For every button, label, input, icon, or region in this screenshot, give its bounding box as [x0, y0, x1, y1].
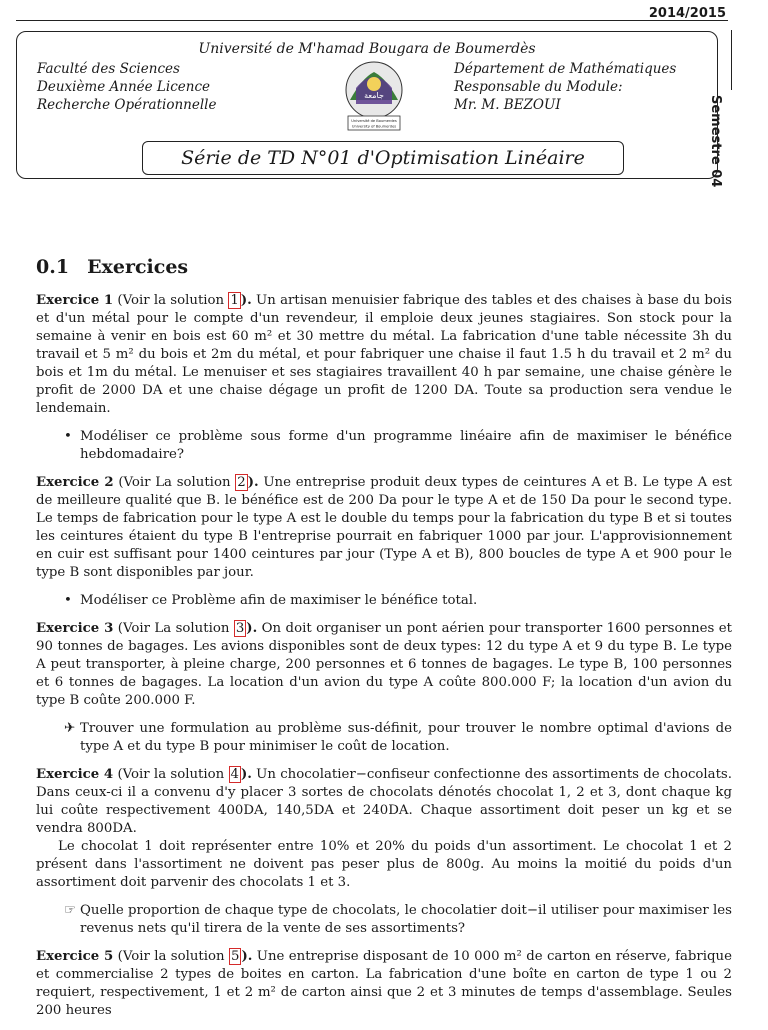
logo-text-fr: Université de Boumerdes	[351, 119, 397, 123]
exercise-text: On doit organiser un pont aérien pour transporter 1600 personnes et 90 tonnes de bagages. Les avions disponibles sont de deux types: 12 du type A et 9 du type B. Le type A peut transporter, à pleine charge, 200 personnes et 6 tonnes de bagages. Le type B, 100 personnes et 6 tonnes de bagages. La location d'un avion du type A coûte 800.000 F; la location d'un avion du type B coûte 200.000 F.	[36, 621, 732, 708]
exercise-4-continued: Le chocolat 1 doit représenter entre 10% et 20% du poids d'un assortiment. Le chocolat 1 et 2 présent dans l'assortiment ne doivent pas peser plus de 800g. Au moins la moitié du poids d'un assortiment doit parvenir des chocolats 1 et 3.	[36, 839, 732, 890]
ref-suffix: ).	[241, 949, 253, 964]
semester-label: Semestre 04	[708, 95, 723, 188]
ref-prefix: (Voir La solution	[118, 475, 236, 490]
header-box	[16, 31, 718, 179]
section-heading	[36, 256, 188, 278]
section-number: 0.1	[36, 256, 70, 278]
logo-text-en: University of Boumerdes	[351, 124, 397, 129]
exercise-1	[36, 292, 732, 418]
teacher-line: Mr. M. BEZOUI	[454, 97, 561, 113]
exercise-5	[36, 948, 732, 1020]
ref-prefix: (Voir la solution	[117, 293, 229, 308]
task-text: Modéliser ce Problème afin de maximiser le bénéfice total.	[80, 593, 478, 608]
year-line: Deuxième Année Licence	[37, 79, 210, 95]
exercise-label: Exercice 3	[36, 621, 114, 636]
exercise-task	[64, 720, 732, 756]
task-text: Modéliser ce problème sous forme d'un programme linéaire afin de maximiser le bénéfice hebdomadaire?	[80, 429, 732, 462]
ref-suffix: ).	[247, 475, 259, 490]
solution-link[interactable]: 5	[230, 949, 240, 964]
ref-prefix: (Voir la solution	[117, 949, 229, 964]
exercise-text: Un chocolatier−confiseur confectionne des assortiments de chocolats. Dans ceux-ci il a convenu d'y placer 3 sortes de chocolats dénotés chocolat 1, 2 et 3, dont chaque kg lui coûte respectivement 400DA, 140,5DA et 240DA. Chaque assortiment doit peser un kg et se vendra 800DA.	[36, 767, 732, 836]
section-title: Exercices	[87, 256, 189, 278]
series-title: Série de TD N°01 d'Optimisation Linéaire	[142, 141, 624, 175]
airplane-icon: ✈	[64, 721, 76, 736]
ref-prefix: (Voir La solution	[117, 621, 234, 636]
side-rule	[731, 30, 732, 90]
ref-suffix: ).	[240, 293, 252, 308]
pointing-hand-icon: ☞	[64, 903, 76, 918]
faculty-line: Faculté des Sciences	[37, 61, 180, 77]
task-text: Quelle proportion de chaque type de chocolats, le chocolatier doit−il utiliser pour maximiser les revenus nets qu'il tirera de la vente de ses assortiments?	[80, 903, 732, 936]
exercise-task	[64, 592, 732, 610]
exercise-4	[36, 766, 732, 838]
exercise-label: Exercice 2	[36, 475, 114, 490]
exercise-task	[64, 902, 732, 938]
university-name: Université de M'hamad Bougara de Boumerdès	[198, 41, 536, 57]
task-text: Trouver une formulation au problème sus-définit, pour trouver le nombre optimal d'avions de type A et du type B pour minimiser le coût de location.	[80, 721, 732, 754]
solution-link[interactable]: 3	[235, 621, 245, 636]
module-line: Recherche Opérationnelle	[37, 97, 217, 113]
exercise-2	[36, 474, 732, 582]
exercise-text: Un artisan menuisier fabrique des tables et des chaises à base du bois et d'un métal pour le compte d'un revendeur, il emploie deux jeunes stagiaires. Son stock pour la semaine à venir en bois est 60 m² et 30 mettre du métal. La fabrication d'une table nécessite 3h du travail et 5 m² du bois et 2m du métal, et pour fabriquer une chaise il faut 1.5 h du travail et 2 m² du bois et 1m du métal. Le menuiser et ses stagiaires travaillent 40 h par semaine, une chaise génère le profit de 2000 DA et une chaise dégage un profit de 1200 DA. Toute sa production sera vendue le lendemain.	[36, 293, 732, 416]
exercise-list	[36, 292, 732, 1030]
exercise-text: Une entreprise disposant de 10 000 m² de carton en réserve, fabrique et commercialise 2 types de boites en carton. La fabrication d'une boîte en carton de type 1 ou 2 requiert, respectivement, 1 et 2 m² de carton ainsi que 2 et 3 minutes de temps d'assemblage. Seules 200 heures	[36, 949, 732, 1018]
ref-suffix: ).	[240, 767, 252, 782]
university-logo-icon	[342, 58, 406, 132]
bullet-icon: •	[64, 593, 72, 608]
bullet-icon: •	[64, 429, 72, 444]
ref-prefix: (Voir la solution	[117, 767, 229, 782]
solution-link[interactable]: 2	[237, 475, 246, 490]
exercise-text: Une entreprise produit deux types de ceintures A et B. Le type A est de meilleure qualité que B. le bénéfice est de 200 Da pour le type A et de 150 Da pour le second type. Le temps de fabrication pour le type A est le double du temps pour la fabrication du type B et si toutes les ceintures étaient du type B l'entreprise pourrait en fabriquer 1000 par jour. L'approvisionnement en cuir est suffisant pour 1400 ceintures par jour (Type A et B), 800 boucles de type A et 900 pour le type B sont disponibles par jour.	[36, 475, 732, 580]
department-line: Département de Mathématiques	[454, 61, 677, 77]
academic-year: 2014/2015	[648, 6, 726, 21]
exercise-task	[64, 428, 732, 464]
svg-text:جامعة: جامعة	[364, 91, 384, 100]
exercise-label: Exercice 4	[36, 767, 114, 782]
exercise-label: Exercice 1	[36, 293, 114, 308]
responsible-line: Responsable du Module:	[454, 79, 623, 95]
ref-suffix: ).	[246, 621, 258, 636]
exercise-label: Exercice 5	[36, 949, 114, 964]
top-rule	[16, 20, 728, 21]
exercise-3	[36, 620, 732, 710]
solution-link[interactable]: 1	[230, 293, 239, 308]
solution-link[interactable]: 4	[230, 767, 239, 782]
